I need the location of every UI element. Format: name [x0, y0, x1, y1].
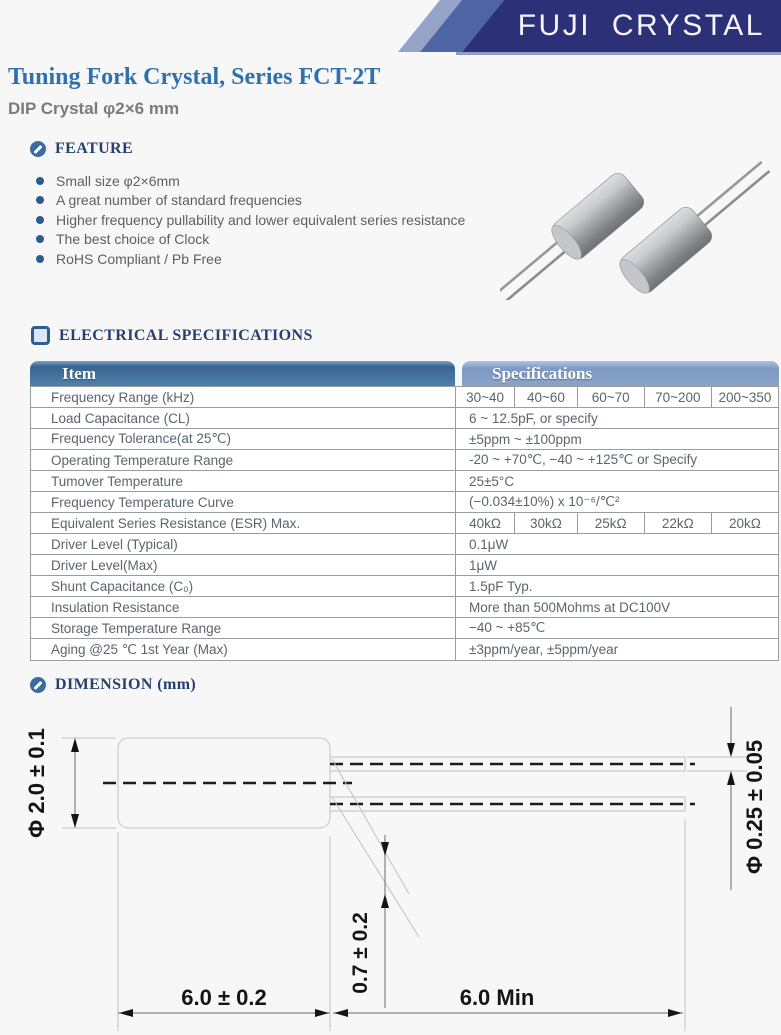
spec-value: ±5ppm ~ ±100ppm — [469, 431, 582, 447]
spec-value: 22kΩ — [645, 513, 712, 533]
spec-value-cell — [456, 597, 778, 617]
spec-value: 40~60 — [515, 387, 577, 407]
feature-item — [36, 191, 516, 211]
spec-table-header — [30, 361, 779, 386]
table-row — [31, 618, 778, 639]
spec-value: 1μW — [469, 557, 498, 573]
spec-value-cell — [456, 576, 778, 596]
spec-item-cell: Frequency Tolerance(at 25℃) — [31, 429, 456, 449]
spec-value: 60~70 — [578, 387, 645, 407]
spec-value-cell — [456, 639, 778, 660]
spec-value: 20kΩ — [729, 515, 761, 531]
spec-value: 25±5°C — [469, 473, 515, 489]
table-row — [31, 450, 778, 471]
spec-value-cell — [456, 387, 778, 407]
page-title: Tuning Fork Crystal, Series FCT-2T — [8, 64, 381, 90]
dim-label-lead-spacing: 0.7 ± 0.2 — [349, 912, 372, 994]
feature-item — [36, 249, 516, 269]
top-banner — [398, 0, 781, 56]
feature-list — [36, 171, 516, 269]
spec-value: 30kΩ — [515, 513, 577, 533]
bullet-icon — [36, 216, 44, 224]
spec-value: More than 500Mohms at DC100V — [469, 599, 671, 615]
spec-value-cell — [456, 555, 778, 575]
spec-value: 200~350 — [718, 389, 772, 405]
electrical-section-heading — [31, 326, 313, 345]
bullet-icon — [36, 196, 44, 204]
table-row — [31, 513, 778, 534]
table-row — [31, 576, 778, 597]
spec-item-cell: Frequency Temperature Curve — [31, 492, 456, 512]
table-row — [31, 387, 778, 408]
dim-label-lead-length: 6.0 Min — [459, 985, 535, 1010]
spec-value: 30~40 — [456, 387, 515, 407]
spec-item-cell: Equivalent Series Resistance (ESR) Max. — [31, 513, 456, 533]
column-header-item: Item — [30, 361, 455, 386]
table-row — [31, 534, 778, 555]
dimension-drawing — [0, 695, 781, 1035]
spec-item-cell: Aging @25 ℃ 1st Year (Max) — [31, 639, 456, 660]
feature-item — [36, 210, 516, 230]
spec-value: 6 ~ 12.5pF, or specify — [469, 410, 598, 426]
feature-item — [36, 171, 516, 191]
spec-value-cell — [456, 471, 778, 491]
spec-value: (−0.034±10%) x 10⁻⁶/℃² — [469, 494, 620, 509]
spec-value: 70~200 — [645, 387, 712, 407]
bullet-icon — [36, 255, 44, 263]
table-row — [31, 639, 778, 660]
feature-item-label: The best choice of Clock — [56, 231, 210, 248]
spec-value-cell — [456, 534, 778, 554]
spec-value-cell — [456, 492, 778, 512]
square-ring-icon — [31, 326, 50, 345]
table-row — [31, 492, 778, 513]
table-row — [31, 597, 778, 618]
table-row — [31, 408, 778, 429]
feature-item — [36, 230, 516, 250]
spec-value-cell — [456, 408, 778, 428]
spec-item-cell: Shunt Capacitance (C₀) — [31, 576, 456, 596]
spec-value-cell — [456, 513, 778, 533]
feature-item-label: A great number of standard frequencies — [56, 192, 302, 209]
pencil-circle-icon — [30, 141, 46, 157]
feature-section-heading — [30, 140, 133, 158]
table-row — [31, 429, 778, 450]
feature-item-label: Higher frequency pullability and lower equivalent series resistance — [56, 211, 466, 228]
dimension-heading-label: DIMENSION (mm) — [55, 676, 197, 693]
dimension-section-heading — [30, 676, 196, 694]
crystal-product-image — [500, 150, 780, 300]
spec-value-cell — [456, 429, 778, 449]
spec-value-cell — [456, 618, 778, 638]
spec-item-cell: Tumover Temperature — [31, 471, 456, 491]
spec-value: 1.5pF Typ. — [469, 578, 533, 594]
spec-value: 40kΩ — [456, 513, 515, 533]
dim-label-body-diameter: Φ 2.0 ± 0.1 — [24, 728, 49, 838]
column-header-specifications: Specifications — [462, 361, 779, 386]
dim-label-lead-diameter: Φ 0.25 ± 0.05 — [742, 739, 767, 875]
spec-item-cell: Load Capacitance (CL) — [31, 408, 456, 428]
brand-logo: FUJI CRYSTAL — [517, 9, 765, 42]
page-subtitle: DIP Crystal φ2×6 mm — [8, 99, 180, 118]
feature-item-label: RoHS Compliant / Pb Free — [56, 250, 222, 267]
spec-item-cell: Driver Level (Typical) — [31, 534, 456, 554]
spec-item-cell: Frequency Range (kHz) — [31, 387, 456, 407]
crystal-right — [614, 150, 779, 298]
bullet-icon — [36, 235, 44, 243]
spec-value: −40 ~ +85℃ — [469, 620, 546, 635]
spec-item-cell: Insulation Resistance — [31, 597, 456, 617]
spec-value-cell — [456, 450, 778, 470]
table-row — [31, 555, 778, 576]
bullet-icon — [36, 177, 44, 185]
spec-table — [30, 361, 779, 661]
spec-value: 25kΩ — [578, 513, 645, 533]
spec-item-cell: Operating Temperature Range — [31, 450, 456, 470]
spec-value: 0.1μW — [469, 536, 509, 552]
table-row — [31, 471, 778, 492]
feature-item-label: Small size φ2×6mm — [56, 172, 180, 189]
banner-underline — [456, 52, 781, 55]
crystal-left — [500, 170, 647, 300]
feature-heading-label: FEATURE — [55, 140, 134, 157]
spec-table-body — [30, 386, 779, 661]
dim-label-body-length: 6.0 ± 0.2 — [181, 985, 267, 1010]
slash-circle-icon — [30, 677, 46, 693]
spec-value: -20 ~ +70℃, −40 ~ +125℃ or Specify — [469, 452, 698, 467]
spec-item-cell: Driver Level(Max) — [31, 555, 456, 575]
electrical-heading-label: ELECTRICAL SPECIFICATIONS — [59, 326, 313, 344]
spec-item-cell: Storage Temperature Range — [31, 618, 456, 638]
spec-value: ±3ppm/year, ±5ppm/year — [469, 642, 619, 657]
